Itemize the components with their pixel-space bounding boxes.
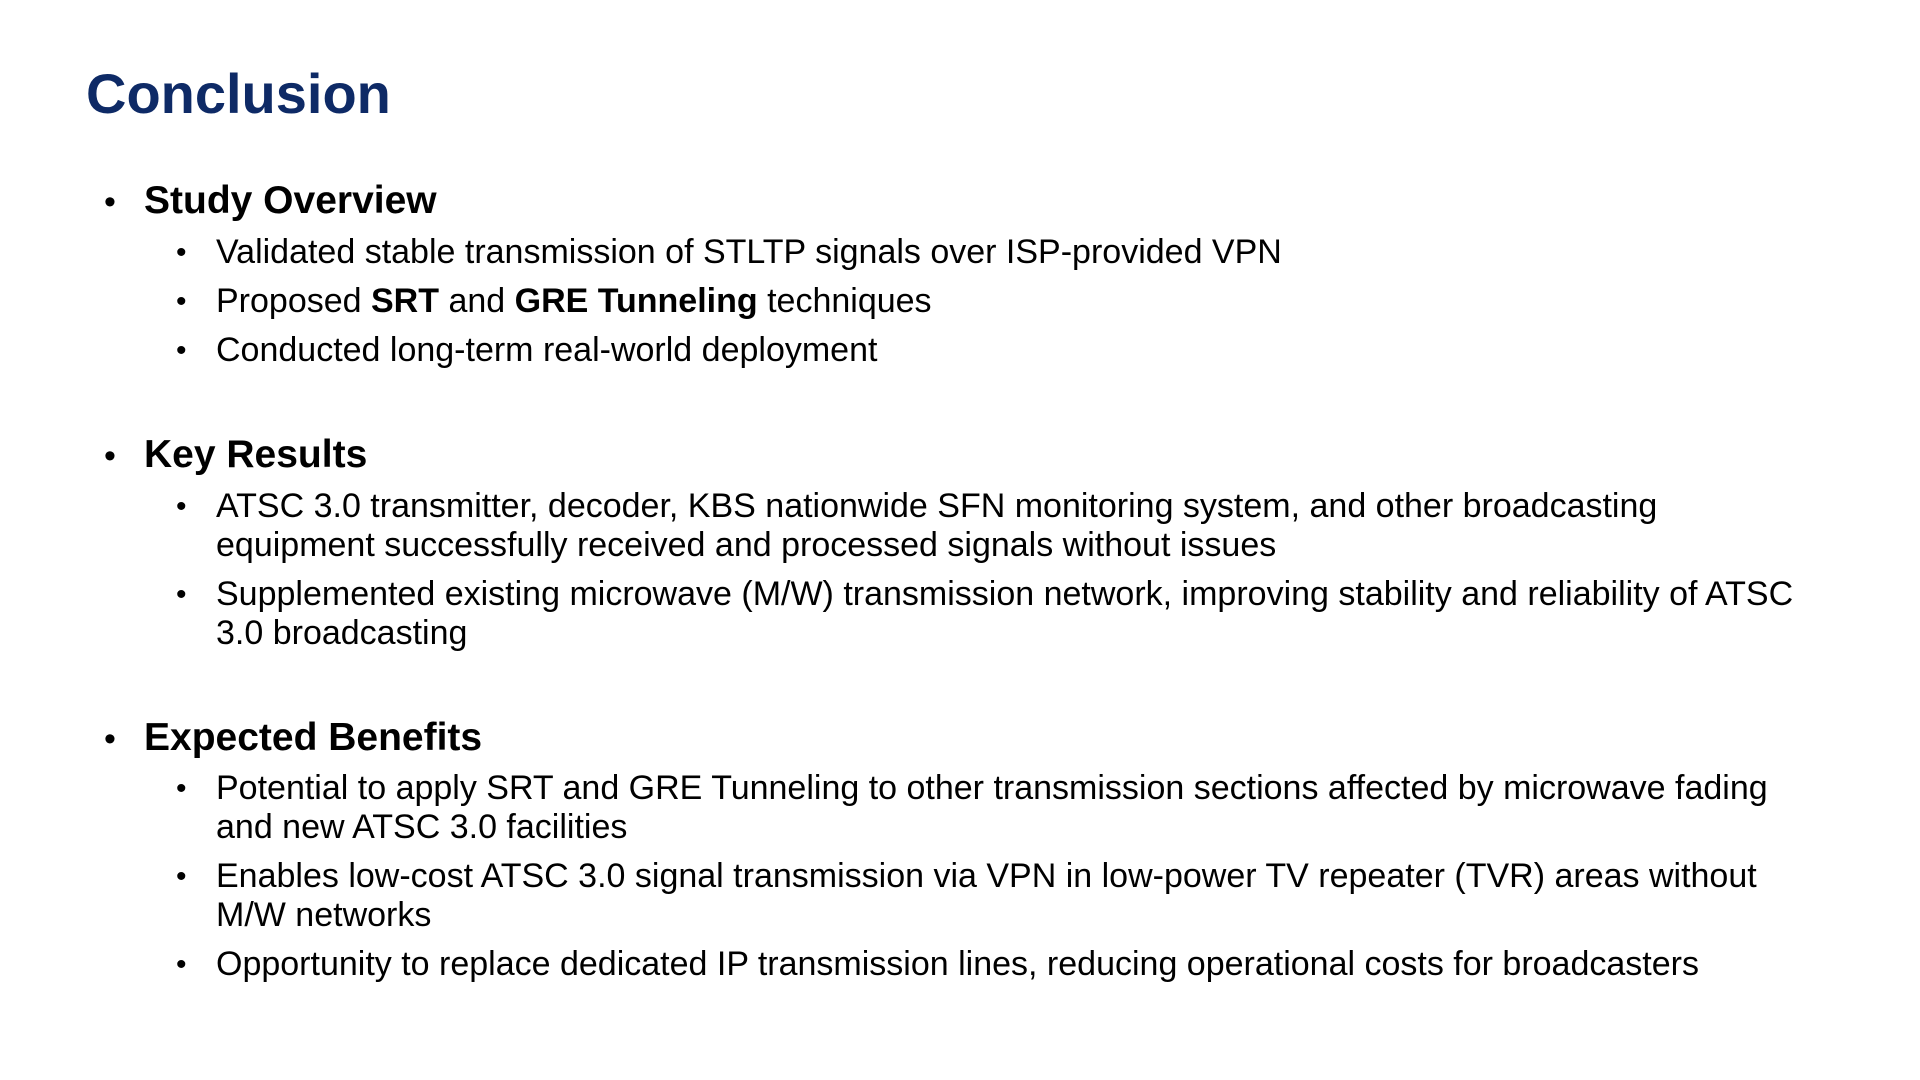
list-item-text xyxy=(216,769,1824,847)
list-item xyxy=(176,769,1824,847)
text-run: ATSC 3.0 transmitter, decoder, KBS nationwide SFN monitoring system, and other broadcasting equipment successfully received and processed signals without issues xyxy=(216,486,1658,564)
text-run: Conducted long-term real-world deployment xyxy=(216,330,878,369)
section-title: Expected Benefits xyxy=(144,715,483,759)
conclusion-sections xyxy=(104,178,1824,994)
list-item-text xyxy=(216,857,1824,935)
section-title: Study Overview xyxy=(144,179,437,222)
bullet-icon: • xyxy=(176,860,187,894)
section-key-results xyxy=(104,432,1824,653)
emphasized-text: SRT xyxy=(371,281,439,320)
section-heading xyxy=(104,178,1824,225)
text-run: Potential to apply SRT and GRE Tunneling to other transmission sections affected by microwave fading and new ATSC 3.0 facilities xyxy=(216,769,1768,847)
list-item xyxy=(176,233,1824,272)
bullet-icon: • xyxy=(176,235,187,269)
text-run: techniques xyxy=(757,281,932,320)
list-item xyxy=(176,945,1824,984)
section-heading xyxy=(104,715,1824,762)
list-item-text xyxy=(216,945,1824,984)
list-item xyxy=(176,282,1824,321)
list-item-text xyxy=(216,487,1824,565)
bullet-icon: • xyxy=(176,284,187,318)
text-run: and xyxy=(439,281,515,320)
text-run: Opportunity to replace dedicated IP transmission lines, reducing operational costs for broadcasters xyxy=(216,945,1699,984)
text-run: Supplemented existing microwave (M/W) transmission network, improving stability and reliability of ATSC 3.0 broadcasting xyxy=(216,574,1794,652)
emphasized-text: GRE Tunneling xyxy=(514,281,758,320)
section-heading xyxy=(104,432,1824,479)
list-item xyxy=(176,331,1824,370)
bullet-icon: • xyxy=(176,948,187,982)
sub-bullet-list xyxy=(104,487,1824,653)
section-title: Key Results xyxy=(144,432,368,476)
sub-bullet-list xyxy=(104,233,1824,370)
bullet-icon: • xyxy=(104,183,116,221)
list-item xyxy=(176,857,1824,935)
list-item xyxy=(176,575,1824,653)
section-expected-benefits xyxy=(104,715,1824,985)
list-item xyxy=(176,487,1824,565)
page-title: Conclusion xyxy=(86,62,391,125)
bullet-icon: • xyxy=(176,333,187,367)
text-run: Proposed xyxy=(216,281,371,320)
bullet-icon: • xyxy=(104,719,116,758)
bullet-icon: • xyxy=(104,436,116,475)
text-run: Enables low-cost ATSC 3.0 signal transmission via VPN in low-power TV repeater (TVR) areas without M/W networks xyxy=(216,857,1757,935)
bullet-icon: • xyxy=(176,489,187,523)
list-item-text xyxy=(216,331,1824,370)
text-run: Validated stable transmission of STLTP signals over ISP-provided VPN xyxy=(216,232,1282,271)
sub-bullet-list xyxy=(104,769,1824,984)
bullet-icon: • xyxy=(176,577,187,611)
bullet-icon: • xyxy=(176,772,187,806)
section-study-overview xyxy=(104,178,1824,370)
list-item-text xyxy=(216,575,1824,653)
list-item-text xyxy=(216,282,1824,321)
list-item-text xyxy=(216,233,1824,272)
